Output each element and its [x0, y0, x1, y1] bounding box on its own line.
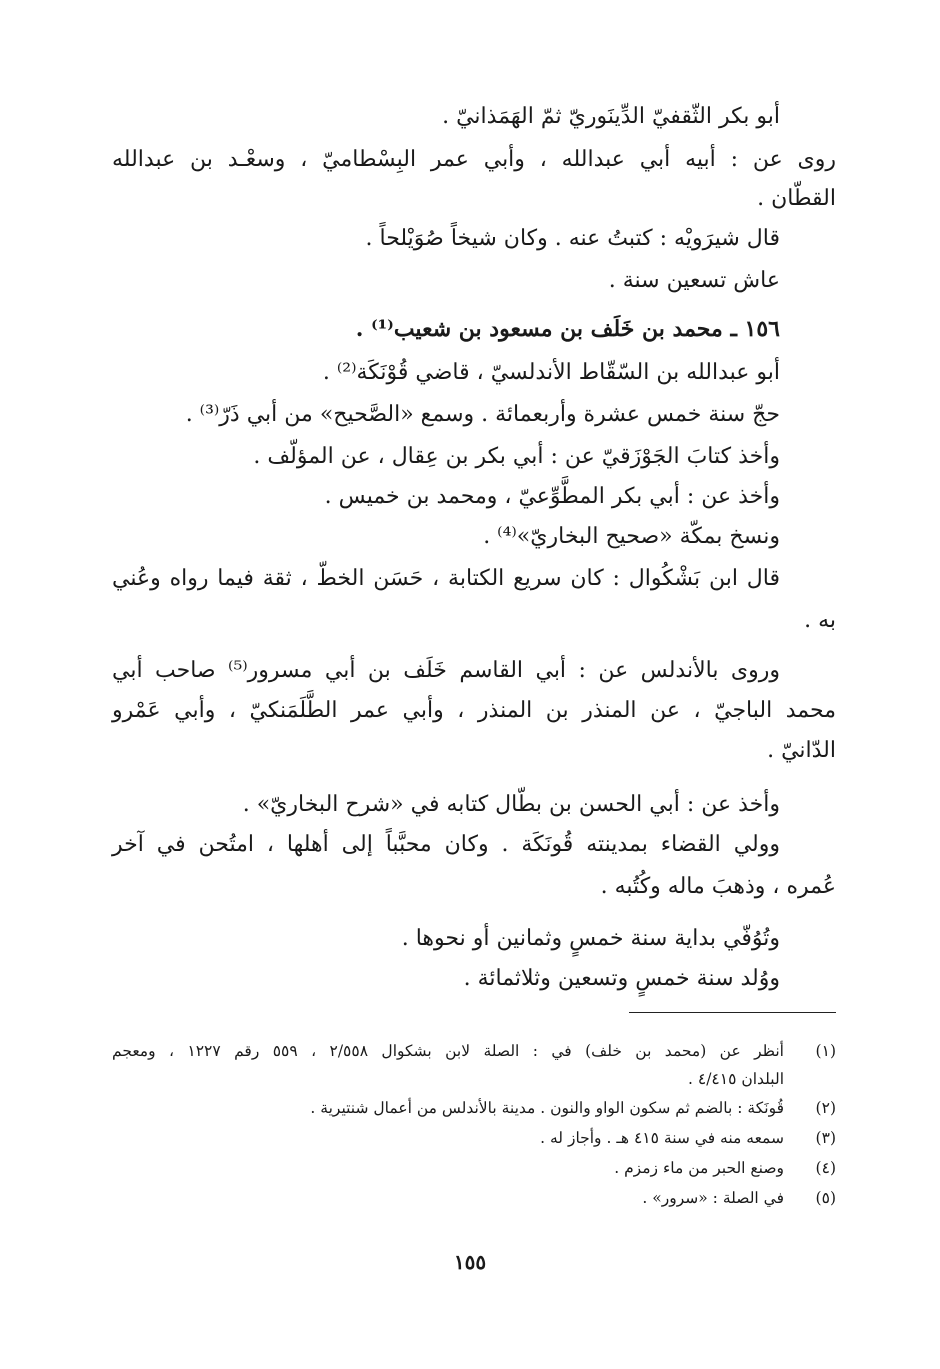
text-line: وأخذ عن : أبي بكر المطَّوِّعيّ ، ومحمد بن خميس .	[324, 484, 780, 509]
footnote-number: (٢)	[815, 1099, 836, 1117]
text-line: وولي القضاء بمدينته قُونَكَة . وكان محبَّباً إلى أهلها ، امتُحن في آخر	[112, 832, 780, 857]
entry-heading: ١٥٦ ـ محمد بن خَلَف بن مسعود بن شعيب⁽¹⁾ .	[355, 316, 780, 342]
text-line: وتُوُفّي بداية سنة خمسٍ وثمانين أو نحوها .	[401, 926, 780, 951]
footnote-text: وصنع الحبر من ماء زمزم .	[614, 1159, 784, 1177]
text-line: عاش تسعين سنة .	[608, 268, 780, 293]
text-line: روى عن : أبيه أبي عبدالله ، وأبي عمر البِسْطاميّ ، وسعْـد بن عبدالله	[112, 147, 836, 172]
footnote-text: سمعه منه في سنة ٤١٥ هـ . وأجاز له .	[540, 1129, 784, 1147]
text-line: وروى بالأندلس عن : أبي القاسم خَلَف بن أبي مسرور⁽⁵⁾ صاحب أبي	[112, 658, 780, 683]
text-line: قال ابن بَشْكُوال : كان سريع الكتابة ، حَسَن الخطّ ، ثقة فيما رواه وعُني	[112, 566, 780, 591]
footnote-number: (٥)	[815, 1189, 836, 1207]
text-line: محمد الباجيّ ، عن المنذر بن المنذر ، وأبي عمر الطَّلَمَنكيّ ، وأبي عَمْرو	[112, 698, 836, 723]
footnote-number: (١)	[815, 1042, 836, 1060]
footnote-separator	[629, 1012, 836, 1013]
text-line: وأخذ كتابَ الجَوْزَقيّ عن : أبي بكر بن عِقال ، عن المؤلّف .	[253, 444, 780, 469]
footnote-text: أنظر عن (محمد بن خلف) في : الصلة لابن بشكوال ٢/٥٥٨ ، ٥٥٩ رقم ١٢٢٧ ، ومعجم	[112, 1042, 784, 1060]
text-line: ووُلد سنة خمسٍ وتسعين وثلاثمائة .	[463, 966, 780, 991]
text-line: أبو بكر الثّقفيّ الدِّينَوريّ ثمّ الهَمَذانيّ .	[442, 104, 780, 129]
page-number: ١٥٥	[453, 1250, 487, 1274]
text-line: أبو عبدالله بن السّقّاط الأندلسيّ ، قاضي قُوْنَكَة⁽²⁾ .	[322, 360, 780, 385]
text-line: ونسخ بمكّة «صحيح البخاريّ»⁽⁴⁾ .	[483, 524, 780, 549]
footnote-number: (٣)	[815, 1129, 836, 1147]
footnote-text: البلدان ٤/٤١٥ .	[688, 1070, 784, 1088]
text-line: وأخذ عن : أبي الحسن بن بطّال كتابه في «شرح البخاريّ» .	[242, 792, 780, 817]
text-line: به .	[804, 608, 836, 633]
text-line: عُمره ، وذهبَ ماله وكُتُبه .	[600, 874, 836, 899]
text-line: الدّانيّ .	[767, 738, 836, 763]
footnote-text: في الصلة : «سرور» .	[642, 1189, 784, 1207]
text-line: القطّان .	[757, 186, 836, 211]
footnote-number: (٤)	[815, 1159, 836, 1177]
footnote-text: قُونَكة : بالضم ثم سكون الواو والنون . مدينة بالأندلس من أعمال شنتيرية .	[310, 1099, 784, 1117]
text-line: قال شيرَويْه : كتبتُ عنه . وكان شيخاً صُوَيْلحاً .	[365, 226, 780, 251]
text-line: حجّ سنة خمس عشرة وأربعمائة . وسمع «الصَّحيح» من أبي ذَرّ⁽³⁾ .	[185, 402, 780, 427]
